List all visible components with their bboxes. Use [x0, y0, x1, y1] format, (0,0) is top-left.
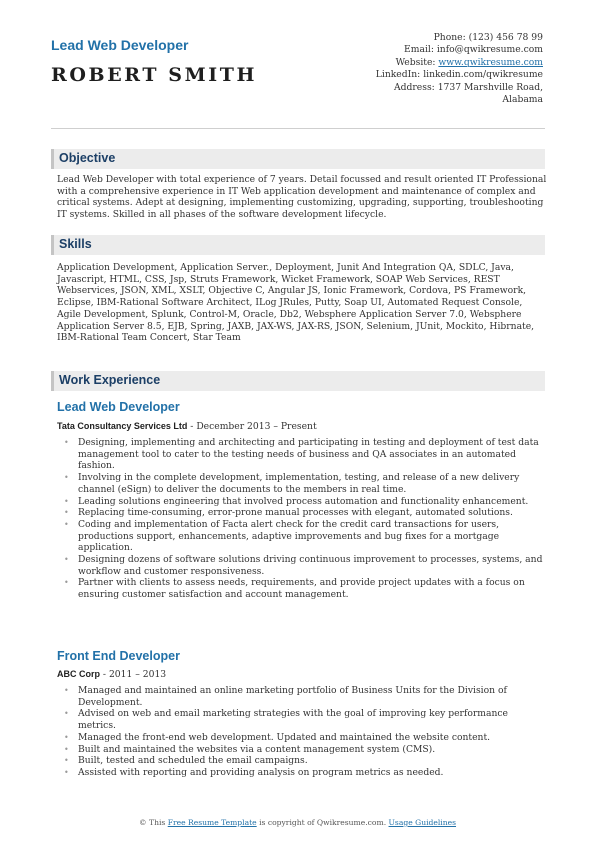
list-item: • Involving in the complete development, implementation, testing, and release of a new delivery channel (eSign) to deliver the documents to the members in real time.	[64, 472, 520, 495]
job-company: ABC Corp	[57, 669, 100, 679]
contact-linkedin: LinkedIn: linkedin.com/qwikresume	[375, 69, 543, 81]
list-item: • Leading solutions engineering that involved process automation and functionality enhancement.	[64, 495, 529, 507]
list-item: • Designing dozens of software solutions driving continuous improvement to processes, systems, and workflow and customer responsiveness.	[64, 554, 543, 577]
list-item: • Built and maintained the websites via a content management system (CMS).	[64, 743, 436, 755]
job-bullets	[57, 685, 547, 779]
list-item: • Built, tested and scheduled the email campaigns.	[64, 755, 308, 767]
section-header-skills	[51, 235, 545, 255]
job-dates: - 2011 – 2013	[100, 669, 167, 680]
footer: © This Free Resume Template is copyright of Qwikresume.com. Usage Guidelines	[138, 818, 457, 827]
list-item: • Replacing time-consuming, error-prone manual processes with elegant, automated solutions.	[64, 507, 513, 519]
contact-block	[313, 32, 543, 106]
job-dates: - December 2013 – Present	[187, 421, 317, 432]
job-company-dates	[57, 421, 317, 432]
website-link[interactable]: www.qwikresume.com	[438, 56, 543, 68]
copyright-symbol: ©	[138, 818, 147, 827]
candidate-name: ROBERT SMITH	[51, 64, 258, 86]
site-name: Qwikresume.com.	[316, 818, 387, 827]
skills-text: Application Development, Application Server., Deployment, Junit And Integration QA, SDLC, Java, Javascript, HTML, CSS, Jsp, Struts Framework, Wicket Framework, SOAP Web Services, REST Webservices, JSON, XML, XSLT, Objective C, Angular JS, Ionic Framework, Cordova, PS Framework, Eclipse, IBM-Rational Software Architect, ILog JRules, Putty, Soap UI, Automated Request Console, Agile Development, Splunk, Control-M, Oracle, Db2, Websphere Application Server 7.0, Websphere Application Server 8.5, EJB, Spring, JAXB, JAX-WS, JAX-RS, JSON, Selenium, JUnit, Mockito, Hibrnate, IBM-Rational Team Concert, Star Team	[57, 262, 535, 344]
list-item: • Advised on web and email marketing strategies with the goal of improving key performance metrics.	[64, 708, 508, 732]
objective-text: Lead Web Developer with total experience of 7 years. Detail focussed and result oriented IT Professional with a comprehensive experience in IT Web application development and maintenance of complex and critical systems. Adept at designing, implementing customizing, upgrading, supporting, troubleshooting IT systems. Skilled in all phases of the software development lifecycle.	[57, 174, 547, 221]
list-item: • Assisted with reporting and providing analysis on program metrics as needed.	[64, 766, 444, 778]
contact-email: Email: info@qwikresume.com	[404, 44, 543, 56]
contact-address-line2: Alabama	[502, 94, 543, 106]
job-title: Lead Web Developer	[57, 400, 180, 414]
free-resume-template-link[interactable]: Free Resume Template	[167, 818, 257, 827]
usage-guidelines-link[interactable]: Usage Guidelines	[388, 818, 457, 827]
section-header-objective	[51, 149, 545, 169]
section-header-work-experience	[51, 371, 545, 391]
job-company-dates	[57, 669, 166, 680]
header-job-title: Lead Web Developer	[51, 37, 189, 53]
header-divider	[51, 128, 545, 129]
contact-website: Website: www.qwikresume.com	[395, 56, 543, 68]
list-item: • Partner with clients to assess needs, requirements, and provide project updates with a focus on ensuring customer satisfaction and account management.	[64, 577, 525, 601]
job-bullets	[57, 437, 547, 601]
job-company: Tata Consultancy Services Ltd	[57, 421, 188, 431]
list-item: • Managed the front-end web development. Updated and maintained the website content.	[64, 731, 491, 743]
section-title: Work Experience	[59, 373, 161, 387]
list-item: • Managed and maintained an online marketing portfolio of Business Units for the Division of Development.	[64, 685, 507, 708]
section-title: Objective	[59, 151, 116, 165]
list-item: • Designing, implementing and architecting and participating in testing and deployment of test data management tool to cater to the testing needs of business and QA associates in an automated fashion.	[64, 437, 539, 472]
contact-phone: Phone: (123) 456 78 99	[433, 32, 543, 43]
list-item: • Coding and implementation of Facta alert check for the credit card transactions for users, productions support, enhancements, adaptive improvements and bug fixes for a mortgage application.	[64, 518, 500, 554]
job-title: Front End Developer	[57, 649, 180, 663]
contact-address: Address: 1737 Marshville Road,	[394, 81, 543, 93]
section-title: Skills	[59, 237, 92, 251]
